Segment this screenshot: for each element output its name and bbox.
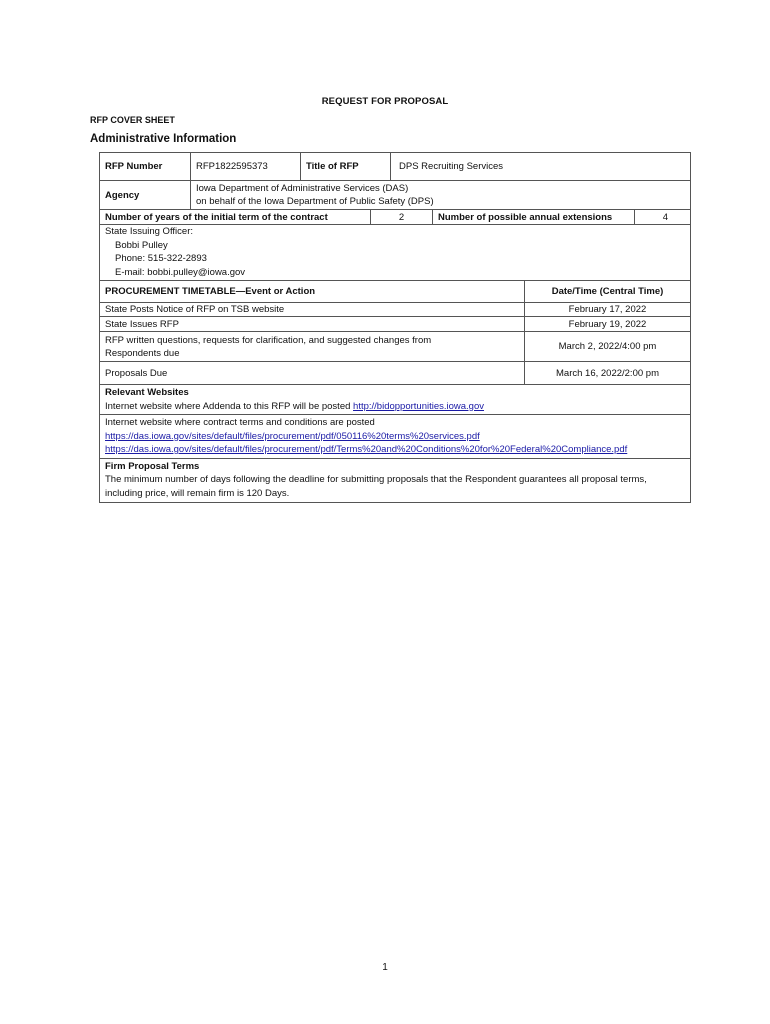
firm-terms-row	[100, 459, 690, 503]
timetable-date: February 17, 2022	[524, 303, 690, 316]
timetable-date: March 16, 2022/2:00 pm	[524, 362, 690, 384]
timetable-event: State Posts Notice of RFP on TSB website	[105, 304, 285, 315]
agency-label: Agency	[105, 189, 140, 201]
years-label: Number of years of the initial term of the contract	[105, 211, 328, 223]
officer-name: Bobbi Pulley	[115, 239, 168, 251]
websites-addenda	[100, 385, 690, 414]
terms-link-services[interactable]: https://das.iowa.gov/sites/default/files/procurement/pdf/050116%20terms%20services.pdf	[105, 430, 480, 442]
agency-line-2: on behalf of the Iowa Department of Public Safety (DPS)	[196, 196, 434, 207]
section-title: Administrative Information	[90, 133, 237, 145]
timetable-event: Proposals Due	[105, 367, 168, 379]
agency-value	[190, 181, 690, 209]
firm-terms	[100, 459, 690, 503]
title-value: DPS Recruiting Services	[390, 153, 690, 180]
rfp-cover-form	[99, 152, 691, 503]
officer-email: E-mail: bobbi.pulley@iowa.gov	[115, 266, 246, 278]
timetable-row	[100, 303, 690, 317]
websites-heading: Relevant Websites	[105, 387, 189, 398]
agency-row	[100, 181, 690, 210]
firm-terms-text: The minimum number of days following the deadline for submitting proposals that the Respondent guarantees all proposal terms, including price, will remain firm is 120 Days.	[105, 474, 647, 499]
timetable-event-header: PROCUREMENT TIMETABLE—Event or Action	[105, 286, 316, 297]
term-row	[100, 210, 690, 225]
timetable-event: RFP written questions, requests for clarification, and suggested changes from Respondents due	[105, 334, 432, 359]
websites-terms	[100, 415, 690, 458]
page-heading: REQUEST FOR PROPOSAL	[321, 96, 449, 107]
firm-terms-heading: Firm Proposal Terms	[105, 460, 200, 472]
issuing-officer	[100, 225, 690, 280]
addenda-text: Internet website where Addenda to this RFP will be posted	[105, 400, 354, 412]
extensions-label: Number of possible annual extensions	[432, 210, 634, 224]
cover-sheet-label: RFP COVER SHEET	[90, 115, 175, 125]
years-value: 2	[370, 210, 432, 224]
title-label: Title of RFP	[300, 153, 390, 180]
officer-phone: Phone: 515-322-2893	[115, 253, 207, 264]
officer-heading: State Issuing Officer:	[105, 226, 194, 237]
websites-row	[100, 385, 690, 415]
timetable-date: February 19, 2022	[524, 317, 690, 331]
extensions-value: 4	[634, 210, 690, 224]
addenda-link[interactable]: http://bidopportunities.iowa.gov	[353, 400, 485, 412]
rfp-number-label: RFP Number	[105, 161, 163, 172]
timetable-row	[100, 362, 690, 385]
timetable-row	[100, 332, 690, 362]
terms-link-federal[interactable]: https://das.iowa.gov/sites/default/files/procurement/pdf/Terms%20and%20Conditions%20for%20Federal%20Compliance.pdf	[105, 444, 628, 455]
timetable-row	[100, 317, 690, 332]
addenda-line	[105, 400, 685, 414]
terms-text: Internet website where contract terms and conditions are posted	[105, 417, 375, 428]
page-number: 1	[382, 962, 388, 973]
rfp-number-row	[100, 153, 690, 181]
timetable-date-header: Date/Time (Central Time)	[524, 281, 690, 302]
timetable-date: March 2, 2022/4:00 pm	[524, 332, 690, 361]
terms-row	[100, 415, 690, 459]
rfp-number-value: RFP1822595373	[190, 153, 300, 180]
timetable-header-row	[100, 281, 690, 303]
issuing-officer-row	[100, 225, 690, 281]
agency-line-1: Iowa Department of Administrative Services (DAS)	[196, 183, 409, 194]
timetable-event: State Issues RFP	[105, 318, 179, 330]
